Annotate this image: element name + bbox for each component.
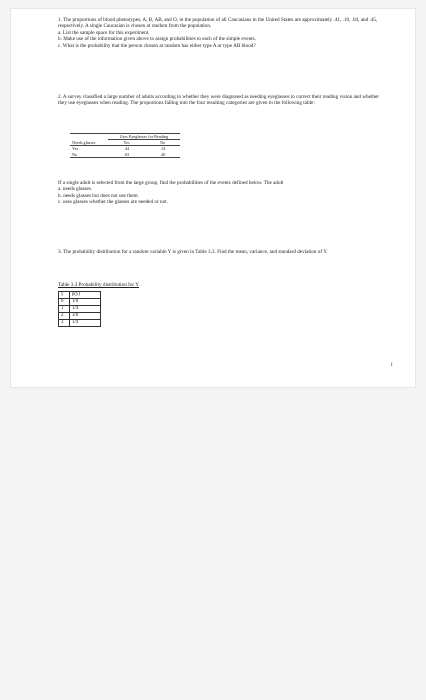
question-1-text: 1. The proportions of blood phenotypes, A, B, AB, and O, in the population of all Caucasians in the United States are approximately .41, .10, .04, and .45, respectively. A single Caucasian is chosen at random from the population. <box>58 17 378 30</box>
table-cell: 2 <box>59 313 70 320</box>
table-cell: 1 <box>59 306 70 313</box>
question-1-part-c: c. What is the probability that the person chosen at random has either type A or type AB blood? <box>58 42 256 49</box>
table-row-label: No <box>70 152 108 158</box>
table-cell: .40 <box>145 152 180 158</box>
table-cell: 1/4 <box>70 306 101 313</box>
table-col-no: No <box>145 140 180 146</box>
table-header-y: y <box>59 292 70 299</box>
table-cell: .02 <box>108 152 146 158</box>
question-3-text: 3. The probability distribution for a random variable Y is given in Table 3.3. Find the mean, variance, and standard deviation of Y. <box>58 249 328 255</box>
table-caption: Table 3.3 Probability distribution for Y <box>58 282 139 288</box>
table-cell: 3 <box>59 320 70 327</box>
question-1-part-a: a. List the sample space for this experiment. <box>58 29 150 36</box>
question-1-part-b: b. Make use of the information given above to assign probabilities to each of the simple events. <box>58 36 256 43</box>
table-cell: 3/8 <box>70 313 101 320</box>
question-2-part-a: a. needs glasses. <box>58 186 92 193</box>
distribution-table <box>58 291 101 327</box>
question-2 <box>58 94 388 107</box>
table-row <box>59 313 101 320</box>
table-row-header: Needs glasses <box>70 140 108 146</box>
page-number: 1 <box>390 363 393 368</box>
table-row-label: Yes <box>72 146 79 152</box>
table-row <box>59 320 101 327</box>
question-2-prompt: If a single adult is selected from the large group, find the probabilities of the events defined below. The adult <box>58 180 284 186</box>
table-cell: .44 <box>123 146 130 152</box>
question-2-part-b: b. needs glasses but does not use them. <box>58 192 139 199</box>
question-2-part-c: c. uses glasses whether the glasses are needed or not. <box>58 199 168 206</box>
table-cell: .14 <box>160 146 166 152</box>
question-2-parts <box>58 180 284 206</box>
table-row <box>59 299 101 306</box>
table-cell: 1/4 <box>70 320 101 327</box>
question-2-text: 2. A survey classified a large number of adults according to whether they were diagnosed as needing eyeglasses to correct their reading vision and whether they use eyeglasses when reading. The proportions falling into the four resulting categories are given in the following table: <box>58 94 379 107</box>
table-group-header: Uses Eyeglasses for Reading <box>108 134 180 140</box>
table-3-3-caption <box>58 282 139 288</box>
table-col-yes: Yes <box>108 140 146 146</box>
table-cell: 1/8 <box>70 299 101 306</box>
question-1 <box>58 17 388 49</box>
table-header-py: p(y) <box>70 292 101 299</box>
table-cell: 0 <box>59 299 70 306</box>
eyeglasses-table <box>70 133 180 158</box>
table-row <box>59 306 101 313</box>
document-page <box>10 8 416 388</box>
question-3 <box>58 249 328 255</box>
